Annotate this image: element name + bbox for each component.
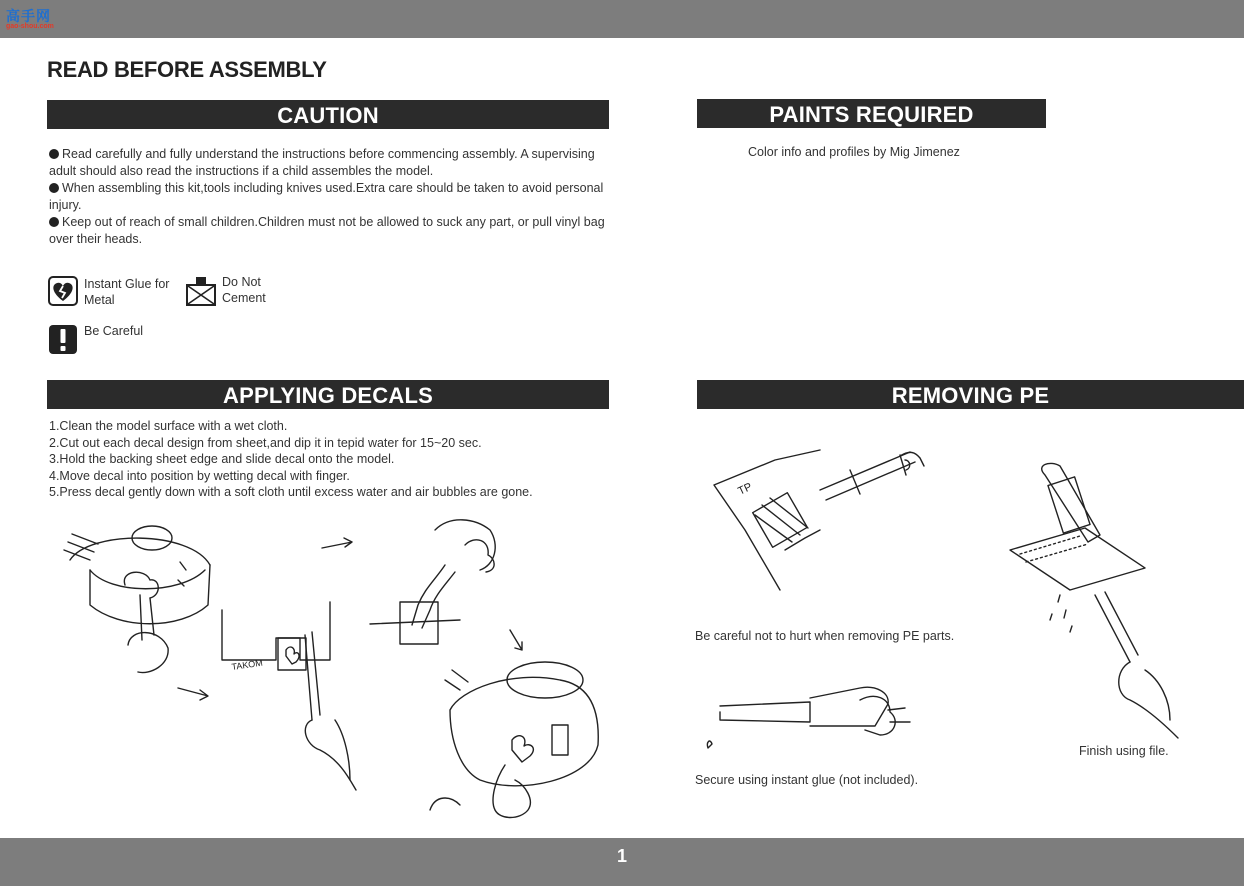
page-number: 1: [616, 846, 627, 866]
turret-cleaning-drawing: [64, 526, 210, 673]
pe-fret-label: TP: [736, 480, 755, 498]
paints-heading: PAINTS REQUIRED: [769, 102, 974, 127]
caption-instant-glue: Secure using instant glue (not included).: [695, 773, 919, 787]
pe-illustration: [700, 430, 1220, 760]
symbol-be-careful: [48, 324, 143, 355]
caption-remove-pe: Be careful not to hurt when removing PE parts.: [695, 629, 955, 643]
logo-text: 高手网: [6, 8, 51, 24]
no-cement-icon: [186, 276, 216, 306]
bullet-icon: [49, 149, 59, 159]
watermark-logo: [6, 6, 70, 34]
glue-bottle-drawing: [707, 687, 910, 748]
caution-paragraph: Read carefully and fully understand the instructions before commencing assembly. A supervising adult should also read the instructions if a child assembles the model.: [49, 147, 595, 178]
decal-step: 4.Move decal into position by wetting decal with finger.: [49, 468, 350, 483]
tweezers-dipping-drawing: [370, 520, 495, 644]
broken-heart-icon: [48, 276, 78, 306]
decal-steps: [49, 418, 649, 501]
caution-header: [47, 100, 609, 129]
caution-paragraph: When assembling this kit,tools including knives used.Extra care should be taken to avoid personal injury.: [49, 181, 604, 212]
pe-header: [697, 380, 1244, 409]
decal-illustration: [50, 510, 650, 830]
caution-text: [49, 146, 609, 248]
logo-url: gao-shou.com: [6, 23, 54, 30]
turret-applying-drawing: [430, 662, 598, 818]
caution-heading: CAUTION: [277, 103, 379, 128]
instant-glue-label: Instant Glue for Metal: [84, 277, 170, 307]
decal-step: 5.Press decal gently down with a soft cloth until excess water and air bubbles are gone.: [49, 485, 533, 499]
be-careful-label: Be Careful: [84, 324, 144, 338]
decals-heading: APPLYING DECALS: [222, 383, 433, 408]
decal-sheet-label: TAKOM: [230, 657, 264, 672]
pe-heading: REMOVING PE: [891, 383, 1050, 408]
exclamation-icon: [48, 324, 78, 355]
do-not-cement-label: Do Not Cement: [222, 275, 266, 305]
file-drawing: [1010, 463, 1178, 738]
bullet-icon: [49, 183, 59, 193]
decal-step: 1.Clean the model surface with a wet cloth.: [49, 419, 288, 433]
decals-header: [47, 380, 609, 409]
paints-note: Color info and profiles by Mig Jimenez: [748, 145, 960, 159]
caption-finish-file: Finish using file.: [1079, 744, 1169, 758]
bullet-icon: [49, 217, 59, 227]
decal-step: 2.Cut out each decal design from sheet,and dip it in tepid water for 15~20 sec.: [49, 435, 482, 450]
decal-step: 3.Hold the backing sheet edge and slide decal onto the model.: [49, 452, 395, 466]
pe-fret-drawing: [714, 450, 924, 590]
symbol-instant-glue: [48, 276, 174, 308]
page-title: READ BEFORE ASSEMBLY: [47, 57, 327, 82]
paints-header: [697, 99, 1046, 128]
symbol-do-not-cement: [186, 276, 282, 306]
caution-paragraph: Keep out of reach of small children.Children must not be allowed to suck any part, or pull vinyl bag over their heads.: [49, 215, 605, 246]
decal-sheet-drawing: [222, 602, 356, 790]
top-bar: [0, 0, 1244, 38]
bottom-bar: [0, 838, 1244, 886]
